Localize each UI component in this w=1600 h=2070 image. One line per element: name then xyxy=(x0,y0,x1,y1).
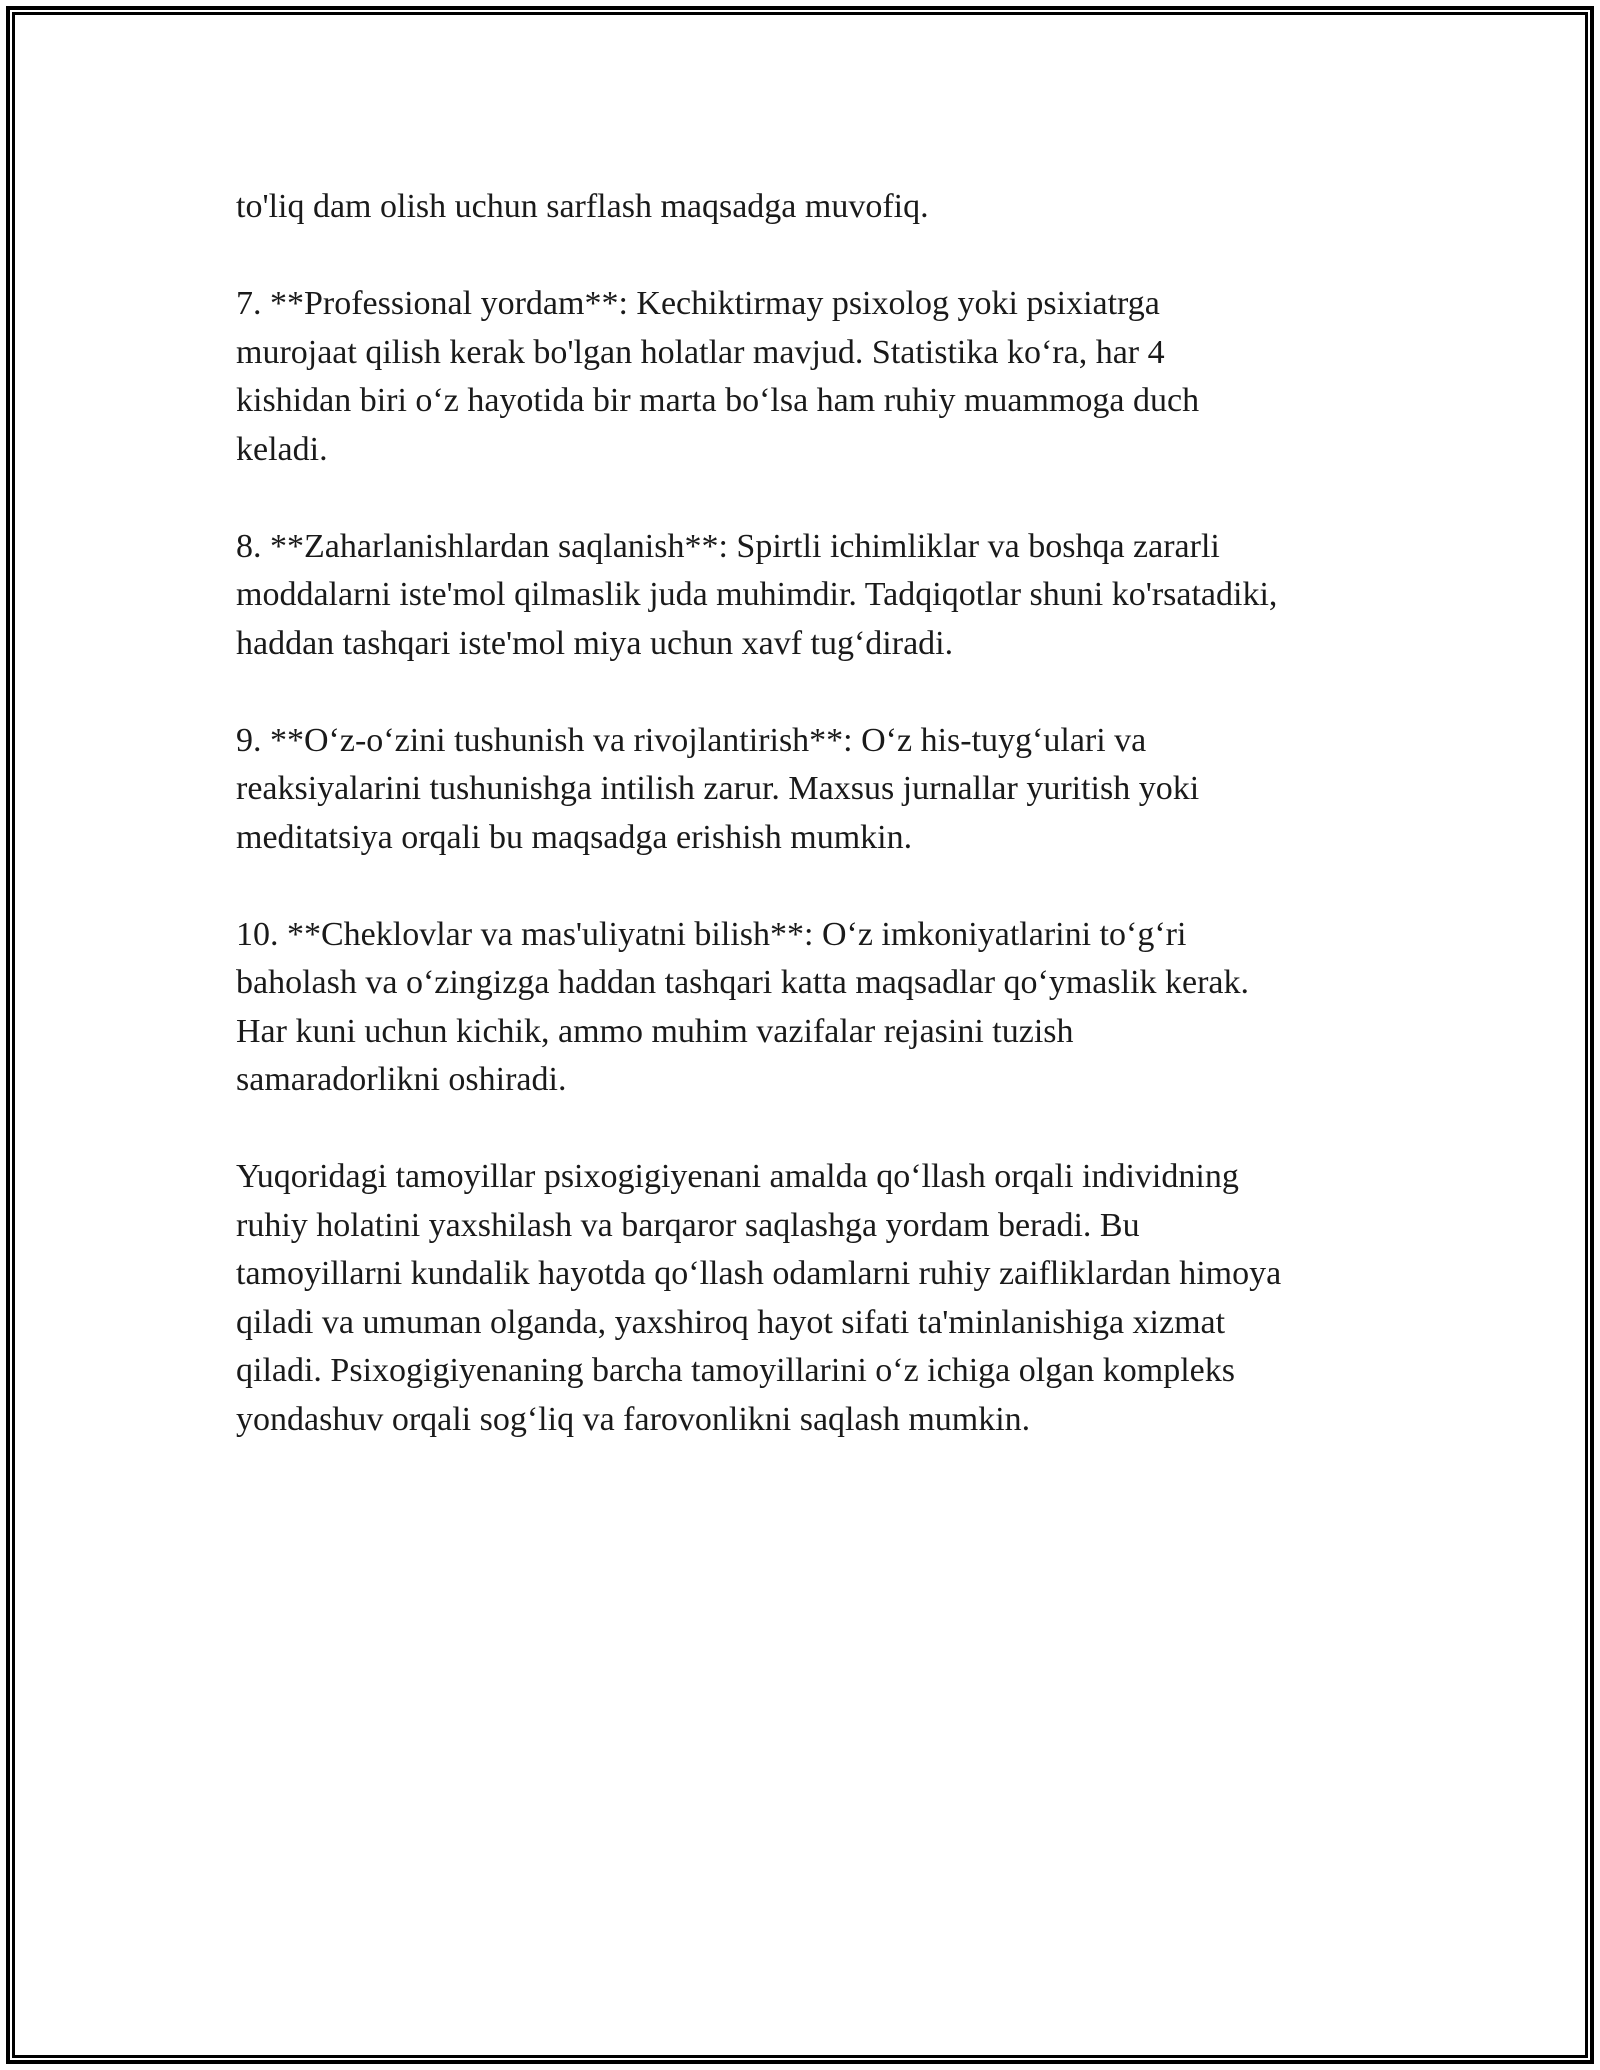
text-line: ruhiy holatini yaxshilash va barqaror saqlashga yordam beradi. Bu xyxy=(236,1206,1140,1244)
text-line: kishidan biri o‘z hayotida bir marta bo‘lsa ham ruhiy muammoga duch xyxy=(236,382,1200,419)
text-line: tamoyillarni kundalik hayotda qo‘llash odamlarni ruhiy zaifliklardan himoya xyxy=(236,1255,1282,1292)
text-line: to'liq dam olish uchun sarflash maqsadga muvofiq. xyxy=(236,188,929,225)
text-line: keladi. xyxy=(236,430,328,468)
text-line: baholash va o‘zingizga haddan tashqari katta maqsadlar qo‘ymaslik kerak. xyxy=(236,964,1250,1001)
paragraph-conclusion xyxy=(236,1153,1376,1444)
text-line: meditatsiya orqali bu maqsadga erishish mumkin. xyxy=(236,818,913,856)
text-line: yondashuv orqali sog‘liq va farovonlikni saqlash mumkin. xyxy=(236,1400,1031,1438)
paragraph-item-8 xyxy=(236,523,1376,669)
paragraph-item-10 xyxy=(236,911,1376,1105)
document-body xyxy=(236,183,1376,1493)
paragraph-item-7 xyxy=(236,280,1376,474)
text-line: moddalarni iste'mol qilmaslik juda muhimdir. Tadqiqotlar shuni ko'rsatadiki, xyxy=(236,576,1278,613)
text-line: 10. **Cheklovlar va mas'uliyatni bilish**: O‘z imkoniyatlarini to‘g‘ri xyxy=(236,915,1187,953)
text-line: Yuqoridagi tamoyillar psixogigiyenani amalda qo‘llash orqali individning xyxy=(236,1158,1239,1195)
text-line: qiladi va umuman olganda, yaxshiroq hayot sifati ta'minlanishiga xizmat xyxy=(236,1303,1226,1341)
text-line: qiladi. Psixogigiyenaning barcha tamoyillarini o‘z ichiga olgan kompleks xyxy=(236,1352,1235,1389)
text-line: reaksiyalarini tushunishga intilish zarur. Maxsus jurnallar yuritish yoki xyxy=(236,770,1200,807)
text-line: samaradorlikni oshiradi. xyxy=(236,1061,567,1098)
paragraph-continuation xyxy=(236,183,1376,232)
text-line: haddan tashqari iste'mol miya uchun xavf tug‘diradi. xyxy=(236,624,954,662)
paragraph-item-9 xyxy=(236,717,1376,863)
text-line: Har kuni uchun kichik, ammo muhim vazifalar rejasini tuzish xyxy=(236,1012,1074,1050)
text-line: 8. **Zaharlanishlardan saqlanish**: Spirtli ichimliklar va boshqa zararli xyxy=(236,527,1220,565)
text-line: murojaat qilish kerak bo'lgan holatlar mavjud. Statistika ko‘ra, har 4 xyxy=(236,333,1165,371)
text-line: 7. **Professional yordam**: Kechiktirmay psixolog yoki psixiatrga xyxy=(236,285,1160,322)
text-line: 9. **O‘z-o‘zini tushunish va rivojlantirish**: O‘z his-tuyg‘ulari va xyxy=(236,721,1147,759)
